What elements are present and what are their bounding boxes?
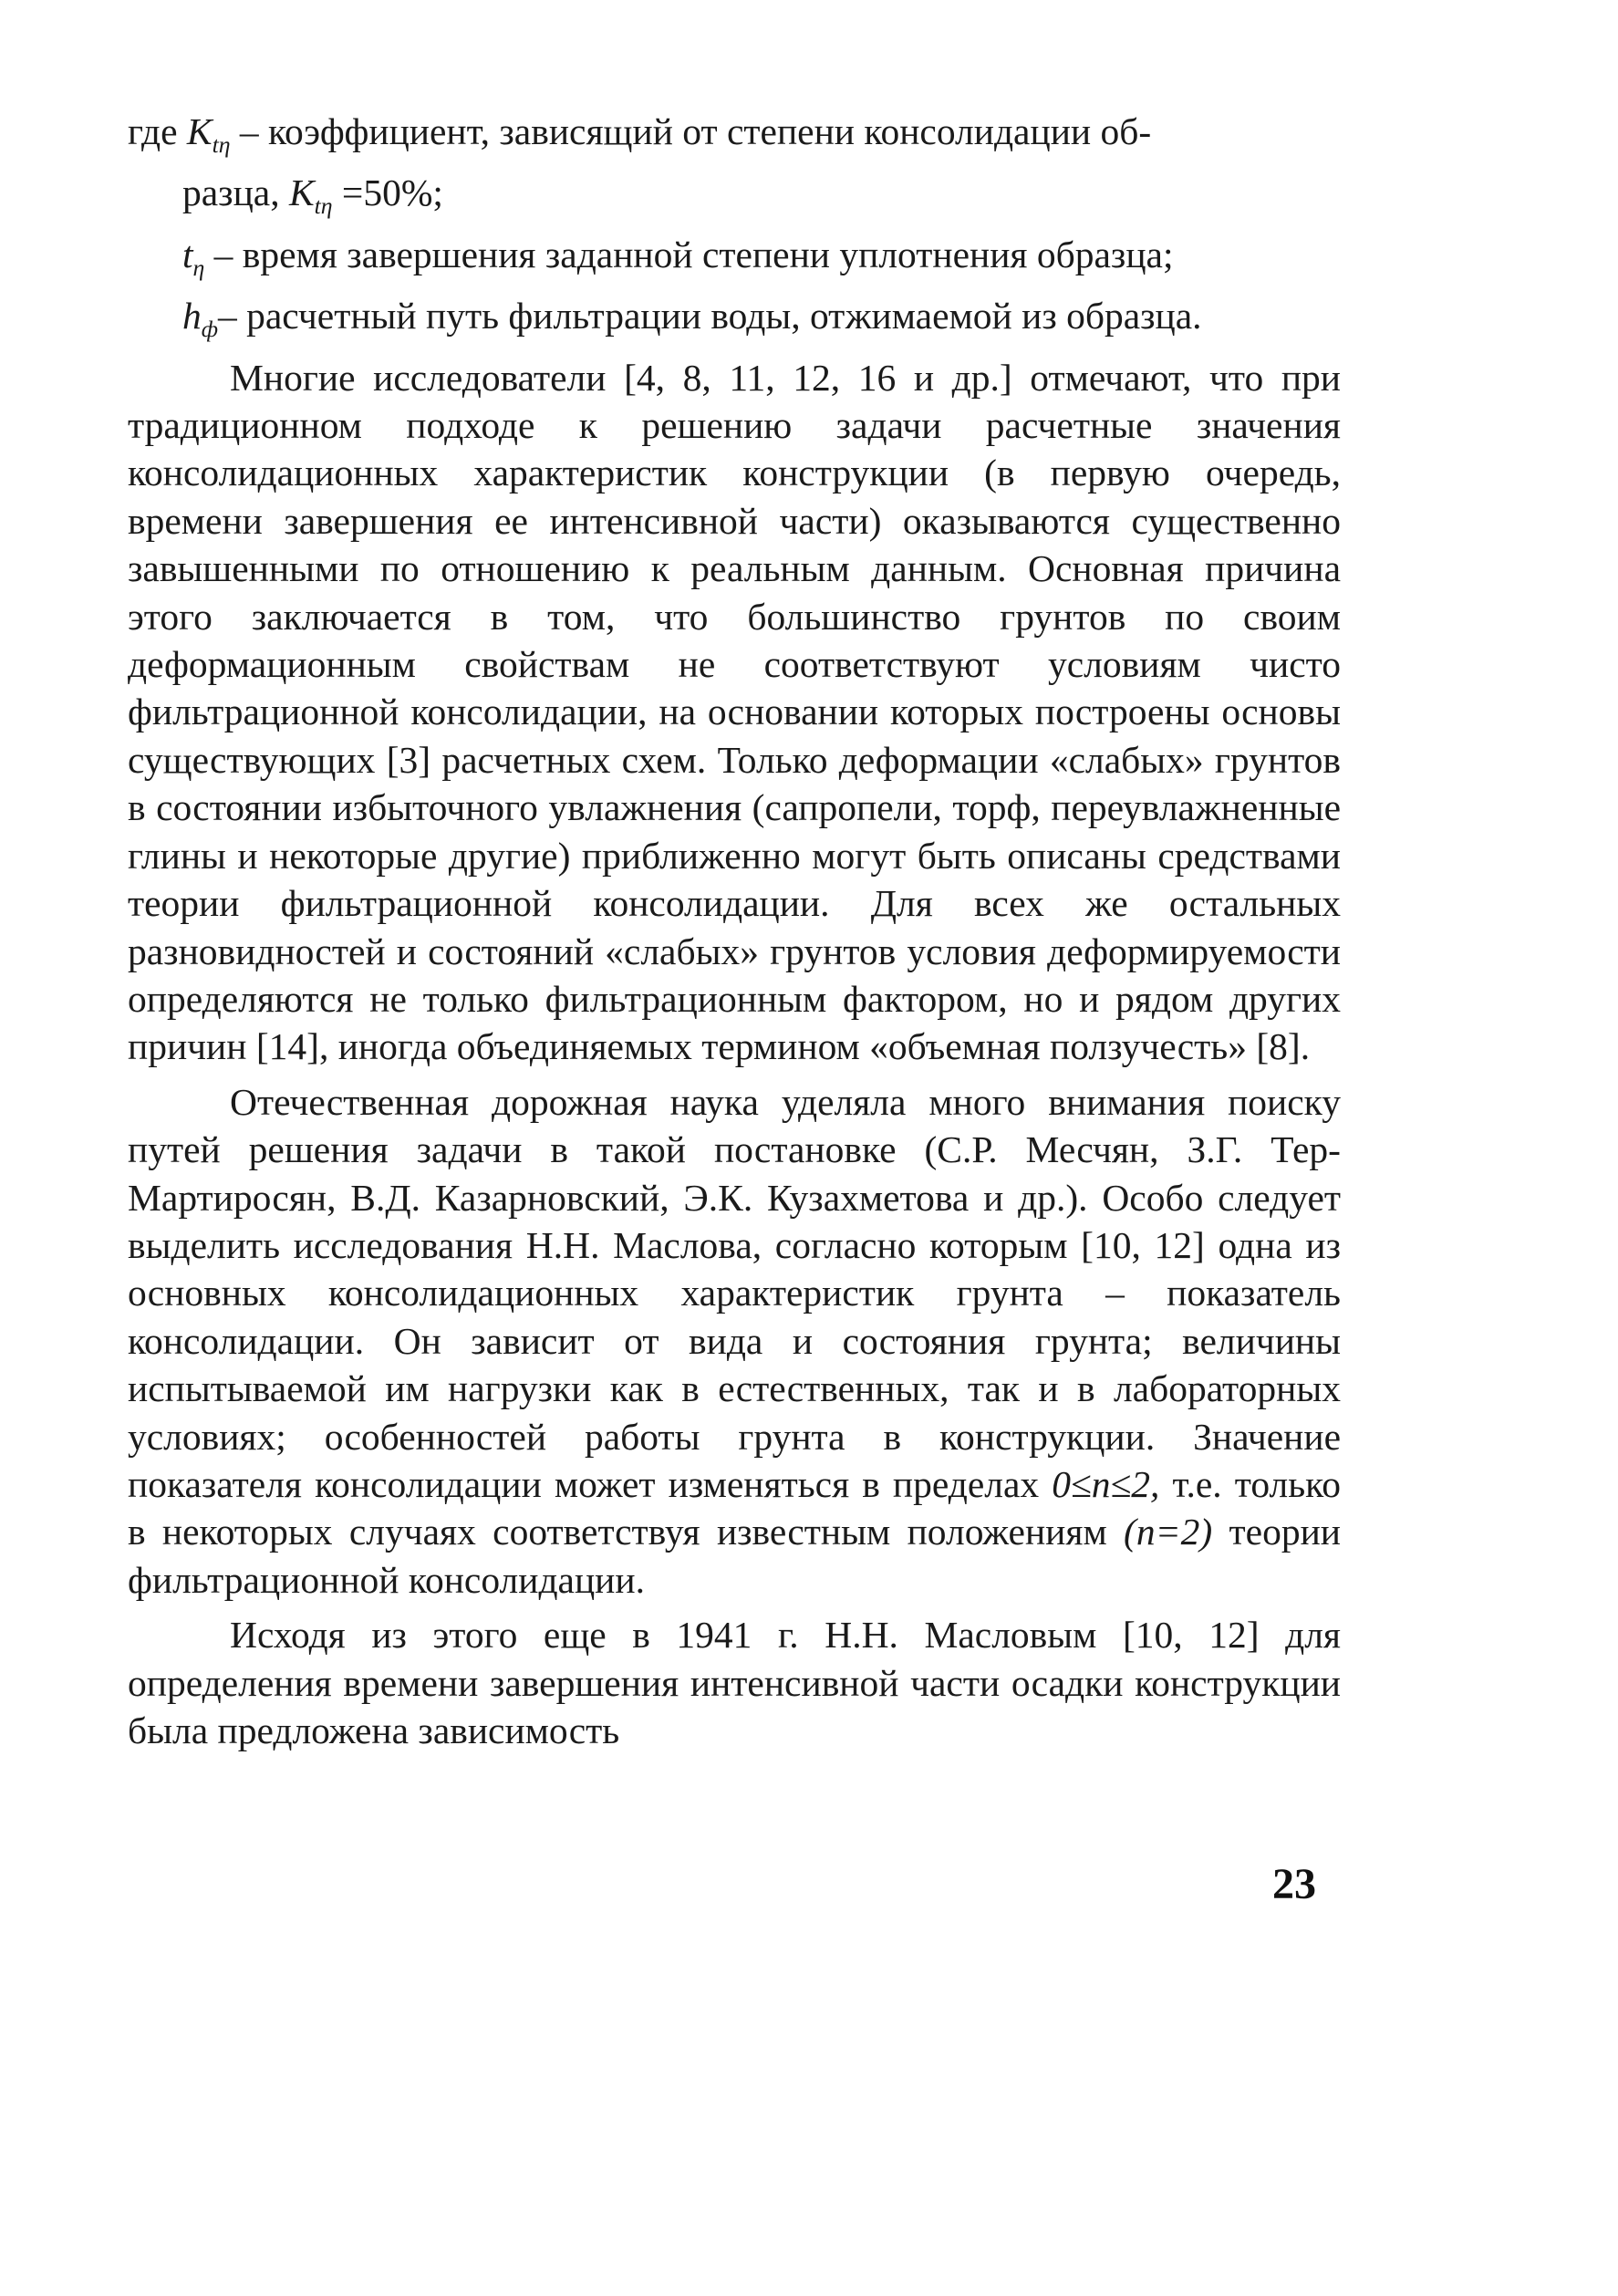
page-number: 23 (1272, 1860, 1316, 1908)
paragraph-2-range: 0≤n≤2, (1052, 1462, 1160, 1505)
definition-k-continuation (128, 169, 1341, 230)
definition-k-text-cont: разца, (182, 171, 289, 214)
body-text (128, 108, 1341, 1754)
symbol-h: h (182, 295, 202, 338)
definition-k-value: =50%; (332, 171, 443, 214)
paragraph-2-text-a: Отечественная дорожная наука уделяла много внимания поиску путей решения задачи в такой постановке (С.Р. Месчян, З.Г. Тер-Мартиросян, В.Д. Казарновский, Э.К. Кузахметова и др.). Особо следует выделить исследования Н.Н. Маслова, согласно которым [10, 12] одна из основных консолидационных характеристик грунта – показатель консолидации. Он зависит от вида и состояния грунта; величины испытываемой им нагрузки как в естественных, так и в лабораторных условиях; особенностей работы грунта в конструкции. Значение показателя консолидации может изменяться в пределах (128, 1080, 1341, 1505)
definition-k-text: – коэффициент, зависящий от степени консолидации об- (230, 110, 1152, 152)
paragraph-1: Многие исследователи [4, 8, 11, 12, 16 и др.] отмечают, что при традиционном подходе к решению задачи расчетные значения консолидационных характеристик конструкции (в первую очередь, времени завершения ее интенсивной части) оказываются существенно завышенными по отношению к реальным данным. Основная причина этого заключается в том, что большинство грунтов по своим деформационным свойствам не соответствуют условиям чисто фильтрационной консолидации, на основании которых построены основы существующих [3] расчетных схем. Только деформации «слабых» грунтов в состоянии избыточного увлажнения (сапропели, торф, переувлажненные глины и некоторые другие) приближенно могут быть описаны средствами теории фильтрационной консолидации. Для всех же остальных разновидностей и состояний «слабых» грунтов условия деформируемости определяются не только фильтрационным фактором, но и рядом других причин [14], иногда объединяемых термином «объемная ползучесть» [8]. (128, 356, 1341, 1068)
definition-h-text: – расчетный путь фильтрации воды, отжимаемой из образца. (218, 295, 1202, 338)
paragraph-2-text-b: т.е. только в некоторых случаях соответствуя известным положениям (128, 1462, 1341, 1553)
paragraph-2-n2: (n=2) (1124, 1511, 1213, 1553)
symbol-k-subscript-repeat: tη (314, 192, 333, 220)
definition-prefix: где (128, 110, 187, 152)
definition-k (128, 108, 1341, 169)
paragraph-3: Исходя из этого еще в 1941 г. Н.Н. Масловым [10, 12] для определения времени завершения интенсивной части осадки конструкции была предложена зависимость (128, 1614, 1341, 1751)
symbol-k-subscript: tη (212, 131, 231, 158)
definition-t (128, 231, 1341, 292)
symbol-t: t (182, 233, 193, 275)
symbol-t-subscript: η (192, 254, 205, 281)
definition-t-text: – время завершения заданной степени уплотнения образца; (204, 233, 1174, 275)
symbol-k-repeat: K (288, 171, 315, 214)
paragraph-2-text-c: теории фильтрационной консолидации. (128, 1511, 1341, 1601)
paragraph-2 (128, 1078, 1341, 1604)
symbol-h-subscript: ф (201, 316, 219, 343)
definition-h (128, 292, 1341, 353)
symbol-k: K (186, 110, 213, 152)
